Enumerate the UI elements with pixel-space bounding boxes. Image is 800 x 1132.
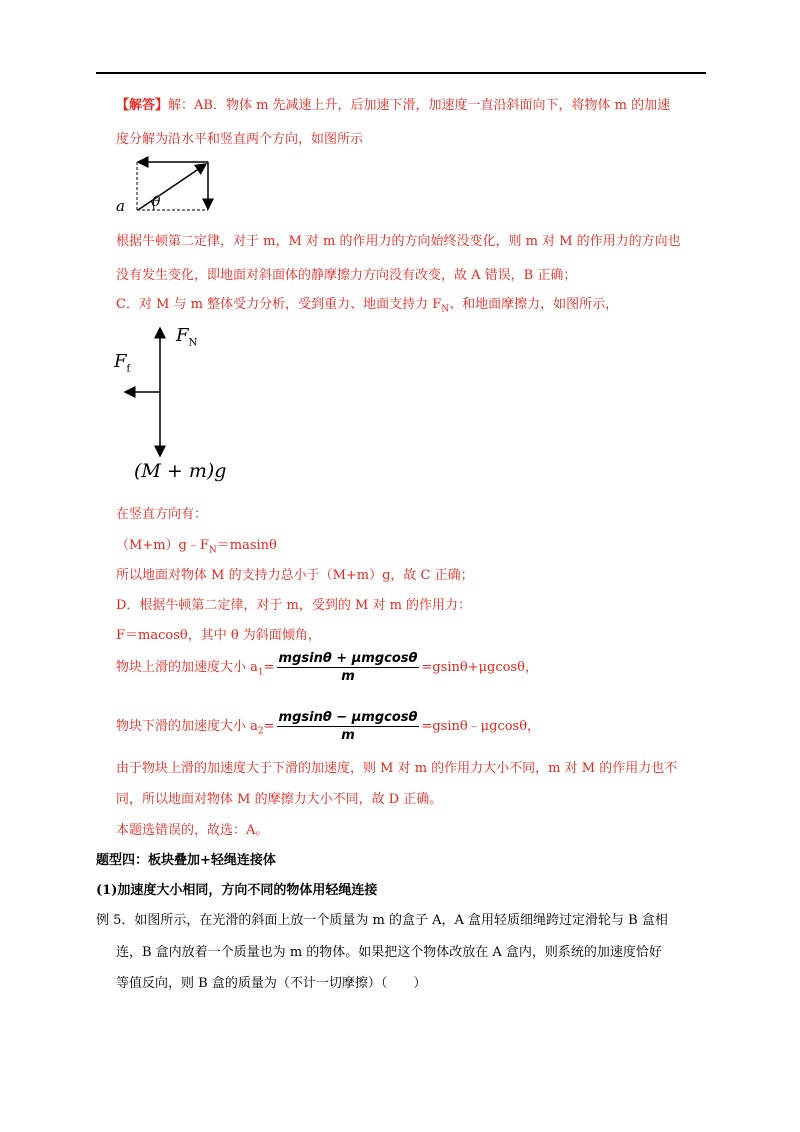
fig1-label-a: a — [116, 197, 125, 215]
a1-equation: 物块上滑的加速度大小 $a_1=$ $\frac{\text{mgsinθ + μmgcosθ}}{m}$ =gsinθ+μgcosθ， — [116, 651, 538, 684]
c-analysis-line: C．对 M 与 m 整体受力分析，受到重力、地面支持力 $F_N$、和地面摩擦力，如图所示， — [116, 297, 619, 315]
solution-tag: 【解答】 — [116, 98, 169, 113]
fig2-label-gravity: (M + m)g — [134, 460, 227, 482]
compare-line2: 同，所以地面对物体 M 的摩擦力大小不同，故 D 正确。 — [116, 792, 443, 807]
fig2-label-ff: $F_f$ — [114, 351, 131, 375]
a2-equation: 物块下滑的加速度大小 $a_2=$ $\frac{\text{mgsinθ − μmgcosθ}}{m}$ =gsinθ﹣μgcosθ， — [116, 710, 541, 743]
d-analysis-line: D．根据牛顿第二定律，对于 m，受到的 M 对 m 的作用力： — [116, 598, 472, 613]
example-line1: 例 5．如图所示，在光滑的斜面上放一个质量为 m 的盒子 A，A 盒用轻质细绳跨过定滑轮与 B 盒相 — [96, 913, 668, 928]
force-diagram-figure — [115, 322, 225, 472]
solution-intro-line1: 【解答】解：AB．物体 m 先减速上升，后加速下滑，加速度一直沿斜面向下，将物体 m 的加速 — [116, 98, 671, 113]
f-equation: F＝macosθ，其中 θ 为斜面倾角， — [116, 628, 321, 643]
example-line2: 连，B 盒内放着一个质量也为 m 的物体。如果把这个物体改放在 A 盒内，则系统的加速度恰好 — [116, 945, 662, 960]
resultant-acceleration-arrow — [138, 164, 206, 210]
section-title: 题型四：板块叠加+轻绳连接体 — [96, 853, 276, 868]
newton-line2: 没有发生变化，即地面对斜面体的静摩擦力方向没有改变，故 A 错误，B 正确； — [116, 268, 577, 283]
acceleration-decomposition-figure — [110, 152, 222, 216]
solution-intro-line2: 度分解为沿水平和竖直两个方向，如图所示 — [116, 132, 364, 147]
vertical-title: 在竖直方向有： — [116, 507, 208, 522]
fig1-label-theta: θ — [152, 194, 161, 210]
conclusion-c: 所以地面对物体 M 的支持力总小于（M+m）g，故 C 正确； — [116, 568, 474, 583]
compare-line1: 由于物块上滑的加速度大于下滑的加速度，则 M 对 m 的作用力大小不同，m 对 M 的作用力也不 — [116, 761, 678, 776]
example-line3: 等值反向，则 B 盒的质量为（不计一切摩擦）（ ） — [116, 976, 427, 991]
a2-fraction: $\frac{\text{mgsinθ − μmgcosθ}}{m}$ — [278, 710, 418, 743]
section-subtitle: (1)加速度大小相同，方向不同的物体用轻绳连接 — [96, 883, 378, 898]
vertical-equation: $(M+m)g﹣F_N=masin\theta$ — [116, 538, 277, 556]
fig2-label-fn: $F_N$ — [176, 325, 198, 349]
newton-line1: 根据牛顿第二定律，对于 m，M 对 m 的作用力的方向始终没变化，则 m 对 M 的作用力的方向也 — [116, 234, 681, 249]
header-rule — [96, 72, 706, 74]
answer-line: 本题选错误的，故选：A。 — [116, 823, 269, 838]
a1-fraction: $\frac{\text{mgsinθ + μmgcosθ}}{m}$ — [278, 651, 418, 684]
